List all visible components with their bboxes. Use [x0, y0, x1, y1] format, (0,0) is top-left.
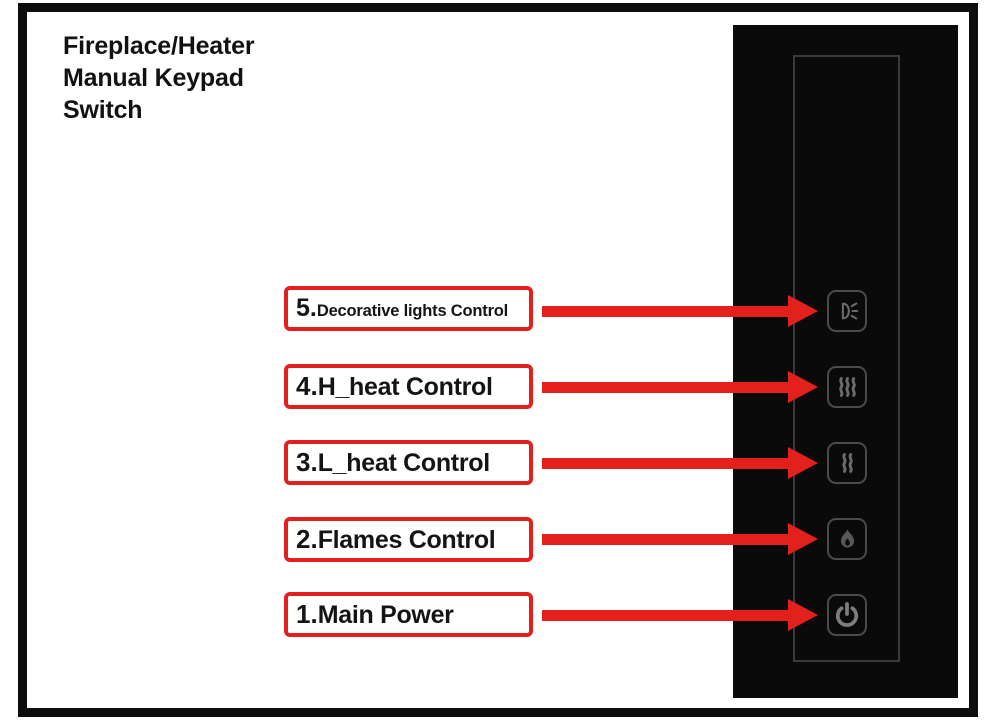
arrow-to-flames-button: [542, 523, 818, 555]
callout-label: L_heat Control: [317, 449, 490, 477]
callout-main-power: [284, 592, 533, 637]
arrow-head: [788, 447, 818, 479]
callout-number: 3.: [296, 447, 318, 477]
triple-heat-wave-icon: [834, 373, 861, 401]
title-line-3: Switch: [63, 96, 143, 124]
arrow-shaft: [542, 382, 790, 393]
double-heat-wave-icon: [834, 449, 861, 477]
callout-label: Flames Control: [317, 526, 496, 554]
arrow-head: [788, 523, 818, 555]
arrow-shaft: [542, 458, 790, 469]
title-line-2: Manual Keypad: [63, 64, 244, 92]
arrow-head: [788, 371, 818, 403]
arrow-to-high-heat-button: [542, 371, 818, 403]
diagram-title: [63, 30, 254, 126]
power-icon: [832, 600, 862, 630]
callout-number: 2.: [296, 524, 318, 554]
high-heat-button[interactable]: [827, 366, 867, 408]
callout-label: H_heat Control: [317, 373, 493, 401]
main-power-button[interactable]: [827, 594, 867, 636]
arrow-head: [788, 599, 818, 631]
callout-flames: [284, 517, 533, 562]
arrow-to-decorative-lights-button: [542, 295, 818, 327]
title-line-1: Fireplace/Heater: [63, 32, 255, 60]
arrow-head: [788, 295, 818, 327]
callout-number: 1.: [296, 599, 318, 629]
arrow-shaft: [542, 610, 790, 621]
keypad-faceplate-outline: [793, 55, 900, 662]
callout-decorative-lights: [284, 286, 533, 331]
callout-number: 5.: [296, 294, 317, 322]
arrow-to-low-heat-button: [542, 447, 818, 479]
callout-high-heat: [284, 364, 533, 409]
callout-low-heat: [284, 440, 533, 485]
decorative-lights-button[interactable]: [827, 290, 867, 332]
callout-label: Decorative lights Control: [316, 302, 509, 320]
low-heat-button[interactable]: [827, 442, 867, 484]
flames-button[interactable]: [827, 518, 867, 560]
callout-number: 4.: [296, 371, 318, 401]
arrow-shaft: [542, 534, 790, 545]
flame-icon: [834, 526, 861, 553]
headlight-rays-icon: [833, 298, 861, 324]
arrow-shaft: [542, 306, 790, 317]
arrow-to-main-power-button: [542, 599, 818, 631]
callout-label: Main Power: [317, 601, 454, 629]
